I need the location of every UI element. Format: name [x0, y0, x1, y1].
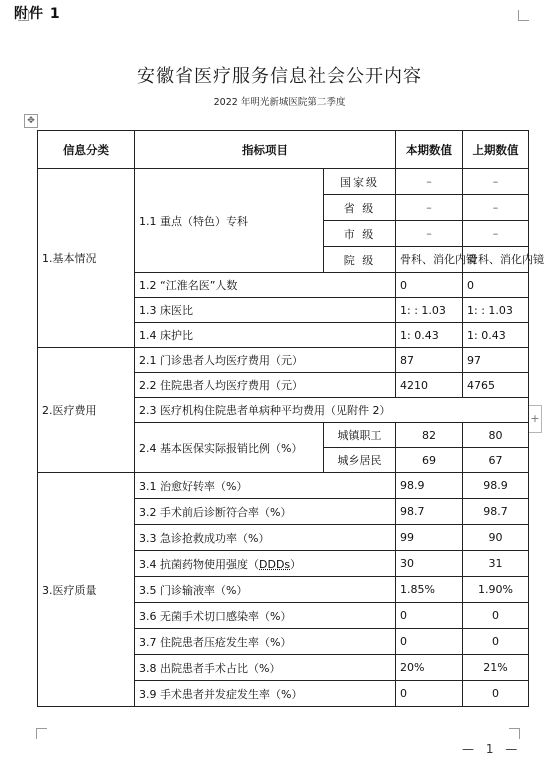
insurance-sub-name: 城镇职工 [324, 423, 396, 448]
value-previous: 0 [463, 629, 529, 655]
item-label: 3.6 无菌手术切口感染率（%） [135, 603, 396, 629]
value-current: 87 [396, 348, 463, 373]
item-label: 3.9 手术患者并发症发生率（%） [135, 681, 396, 707]
specialty-level-row [38, 169, 529, 195]
value-current: 98.9 [396, 473, 463, 499]
specialty-label: 1.1 重点（特色）专科 [135, 169, 324, 273]
value-current: 20% [396, 655, 463, 681]
value-current: 0 [396, 603, 463, 629]
item-label [135, 551, 396, 577]
label-3-4-suffix: ） [290, 557, 302, 571]
category-cost: 2.医疗费用 [38, 348, 135, 473]
specialty-level: 省 级 [324, 195, 396, 221]
header-current: 本期数值 [396, 131, 463, 169]
value-previous: 97 [463, 348, 529, 373]
value-previous: 31 [463, 551, 529, 577]
label-3-4-prefix: 3.4 抗菌药物使用强度（ [139, 557, 259, 571]
specialty-previous: – [463, 169, 529, 195]
value-previous: 21% [463, 655, 529, 681]
value-current: 69 [396, 448, 463, 473]
item-label: 2.2 住院患者人均医疗费用（元） [135, 373, 396, 398]
value-previous: 67 [463, 448, 529, 473]
specialty-level: 国家级 [324, 169, 396, 195]
specialty-previous: 骨科、消化内镜 [463, 247, 529, 273]
specialty-previous: – [463, 195, 529, 221]
item-label: 3.1 治愈好转率（%） [135, 473, 396, 499]
label-3-4-unit: DDDs [259, 557, 291, 571]
value-previous: 0 [463, 603, 529, 629]
category-quality: 3.医疗质量 [38, 473, 135, 707]
item-label: 1.2 “江淮名医”人数 [135, 273, 396, 298]
value-current: 0 [396, 273, 463, 298]
item-label: 2.1 门诊患者人均医疗费用（元） [135, 348, 396, 373]
item-label: 3.7 住院患者压疮发生率（%） [135, 629, 396, 655]
specialty-current: – [396, 169, 463, 195]
value-previous: 1.90% [463, 577, 529, 603]
item-label: 1.4 床护比 [135, 323, 396, 348]
value-current: 30 [396, 551, 463, 577]
specialty-level: 市 级 [324, 221, 396, 247]
specialty-previous: – [463, 221, 529, 247]
crop-mark-bottom-left [36, 728, 47, 739]
plus-icon[interactable]: + [528, 405, 542, 433]
item-label: 3.3 急诊抢救成功率（%） [135, 525, 396, 551]
item-label: 3.5 门诊输液率（%） [135, 577, 396, 603]
value-current: 0 [396, 629, 463, 655]
value-previous: 0 [463, 681, 529, 707]
value-previous: 98.7 [463, 499, 529, 525]
header-item: 指标项目 [135, 131, 396, 169]
crop-mark-bottom-right [509, 728, 520, 739]
value-previous: 80 [463, 423, 529, 448]
insurance-label: 2.4 基本医保实际报销比例（%） [135, 423, 324, 473]
table-move-handle-icon[interactable]: ✥ [24, 114, 38, 128]
crop-mark-top-right [518, 10, 529, 21]
value-previous: 90 [463, 525, 529, 551]
specialty-current: 骨科、消化内镜 [396, 247, 463, 273]
attachment-label: 附件 1 [14, 6, 61, 22]
table-row [38, 348, 529, 373]
table-row [38, 473, 529, 499]
value-current: 98.7 [396, 499, 463, 525]
value-current: 82 [396, 423, 463, 448]
item-label: 3.2 手术前后诊断符合率（%） [135, 499, 396, 525]
item-label-2-3: 2.3 医疗机构住院患者单病种平均费用（见附件 2） [135, 398, 529, 423]
value-previous: 4765 [463, 373, 529, 398]
value-current: 99 [396, 525, 463, 551]
value-previous: 1: 0.43 [463, 323, 529, 348]
value-current: 1.85% [396, 577, 463, 603]
value-previous: 98.9 [463, 473, 529, 499]
specialty-level: 院 级 [324, 247, 396, 273]
value-previous: 0 [463, 273, 529, 298]
header-previous: 上期数值 [463, 131, 529, 169]
page-subtitle: 2022 年明光新城医院第二季度 [213, 97, 346, 108]
page-title: 安徽省医疗服务信息社会公开内容 [137, 66, 422, 87]
header-row [38, 131, 529, 169]
item-label: 1.3 床医比 [135, 298, 396, 323]
insurance-sub-name: 城乡居民 [324, 448, 396, 473]
page-number: — 1 — [462, 742, 522, 756]
specialty-current: – [396, 195, 463, 221]
header-category: 信息分类 [38, 131, 135, 169]
value-current: 0 [396, 681, 463, 707]
value-current: 4210 [396, 373, 463, 398]
specialty-current: – [396, 221, 463, 247]
value-current: 1: : 1.03 [396, 298, 463, 323]
value-current: 1: 0.43 [396, 323, 463, 348]
info-table [37, 130, 544, 707]
value-previous: 1: : 1.03 [463, 298, 529, 323]
item-label: 3.8 出院患者手术占比（%） [135, 655, 396, 681]
category-basic: 1.基本情况 [38, 169, 135, 348]
